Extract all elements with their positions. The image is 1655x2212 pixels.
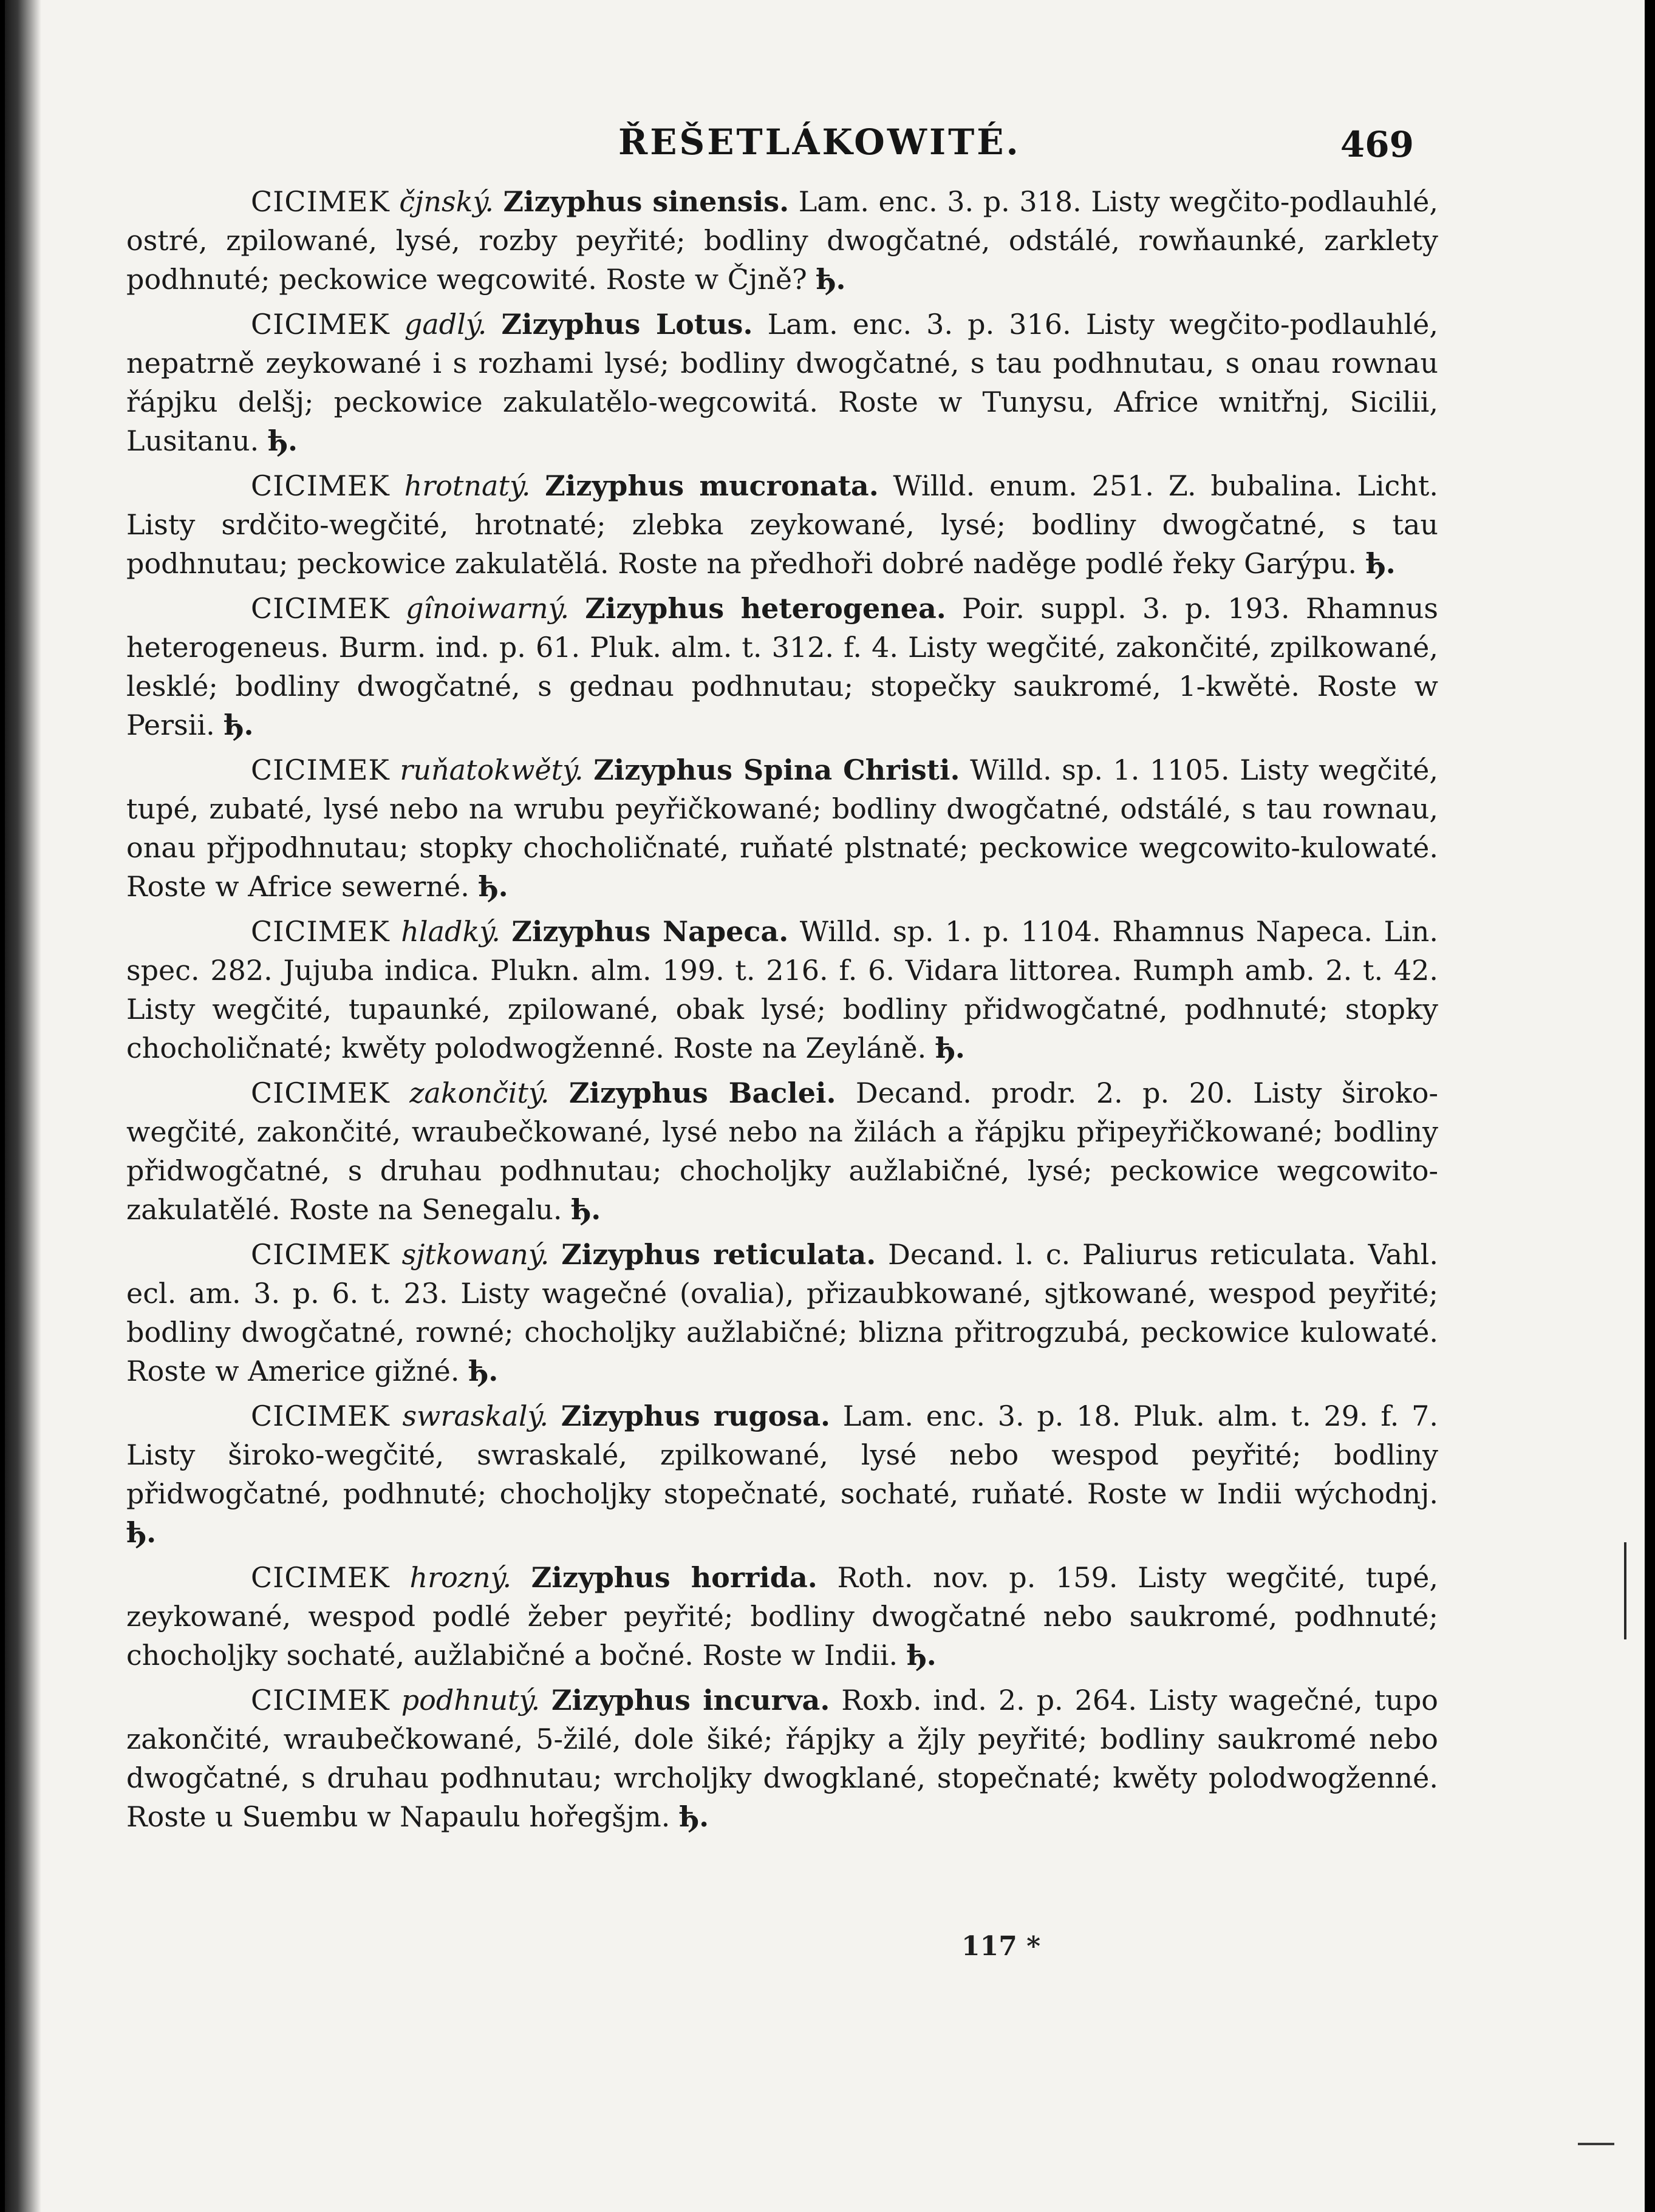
shrub-symbol: ђ. (935, 1032, 965, 1064)
shrub-symbol: ђ. (468, 1355, 499, 1387)
genus-name: CICIMEK (251, 185, 390, 218)
shrub-symbol: ђ. (126, 1516, 157, 1549)
species-entry (126, 589, 1438, 744)
genus-name: CICIMEK (251, 1561, 390, 1594)
genus-name: CICIMEK (251, 1684, 390, 1717)
entry-text: Roxb. ind. 2. p. 264. Listy wagečné, tupo zakončité, wraubečkowané, 5-žilé, dole šiké; řápjky a žjly peyřité; bodliny saukromé nebo dwogčatné, s druhau podhnutau; wrcholjky dwogklané, stopečnaté; kwěty polodwogženné. Roste u Suembu w Napaulu hořegšjm. (126, 1684, 1438, 1833)
latin-name: Zizyphus Lotus. (501, 308, 753, 341)
czech-epithet: gadlý. (404, 308, 487, 341)
entry-text: Willd. enum. 251. Z. bubalina. Licht. Listy srdčito-wegčité, hrotnaté; zlebka zeykowané, lysé; bodliny dwogčatné, s tau podhnutau; peckowice zakulatělá. Roste na předhoři dobré naděge podlé řeky Garýpu. (126, 469, 1439, 580)
species-entry (126, 1681, 1438, 1836)
shrub-symbol: ђ. (679, 1800, 709, 1833)
latin-name: Zizyphus heterogenea. (585, 592, 946, 625)
species-entry (126, 466, 1438, 583)
page-number: 469 (1340, 124, 1414, 165)
genus-name: CICIMEK (251, 1238, 390, 1271)
species-entry (126, 1074, 1438, 1229)
latin-name: Zizyphus Spina Christi. (593, 754, 960, 786)
entry-text: Lam. enc. 3. p. 318. Listy wegčito-podlauhlé, ostré, zpilowané, lysé, rozby peyřité; bodliny dwogčatné, odstálé, rowňaunké, zarklety podhnuté; peckowice wegcowité. Roste w Čjně? (126, 185, 1439, 296)
latin-name: Zizyphus reticulata. (561, 1238, 876, 1271)
entry-text: Decand. l. c. Paliurus reticulata. Vahl. ecl. am. 3. p. 6. t. 23. Listy wagečné (ovalia), přizaubkowané, sjtkowané, wespod peyřité; bodliny dwogčatné, rowné; chocholjky aužlabičné; blizna přitrogzubá, peckowice kulowaté. Roste w Americe gižné. (126, 1238, 1439, 1387)
genus-name: CICIMEK (251, 915, 390, 948)
scanned-page (5, 0, 1645, 2212)
entry-text: Poir. suppl. 3. p. 193. Rhamnus heterogeneus. Burm. ind. p. 61. Pluk. alm. t. 312. f. 4. Listy wegčité, zakončité, zpilkowané, lesklé; bodliny dwogčatné, s gednau podhnutau; stopečky saukromé, 1-kwětė. Roste w Persii. (126, 592, 1438, 741)
entry-text: Lam. enc. 3. p. 316. Listy wegčito-podlauhlé, nepatrně zeykowané i s rozhami lysé; bodliny dwogčatné, s tau podhnutau, s onau rownau řápjku delšj; peckowice zakulatělo-wegcowitá. Roste w Tunysu, Africe wnitřnj, Sicilii, Lusitanu. (126, 308, 1439, 457)
species-entry (126, 1397, 1438, 1552)
shrub-symbol: ђ. (571, 1193, 601, 1226)
shrub-symbol: ђ. (816, 263, 846, 296)
genus-name: CICIMEK (251, 1400, 390, 1432)
entry-text: Willd. sp. 1. 1105. Listy wegčité, tupé, zubaté, lysé nebo na wrubu peyřičkowané; bodliny dwogčatné, odstálé, s tau rownau, onau přjpodhnutau; stopky chocholičnaté, ruňaté plstnaté; peckowice wegcowito-kulowaté. Roste w Africe sewerné. (126, 754, 1438, 903)
czech-epithet: hladký. (401, 915, 500, 948)
binding-shadow (5, 0, 41, 2212)
shrub-symbol: ђ. (906, 1639, 937, 1672)
shrub-symbol: ђ. (1365, 547, 1396, 580)
latin-name: Zizyphus Baclei. (568, 1077, 836, 1109)
scan-edge-mark (1624, 1542, 1626, 1639)
czech-epithet: podhnutý. (401, 1684, 541, 1717)
species-entry (126, 1558, 1438, 1675)
genus-name: CICIMEK (251, 469, 390, 502)
entry-text: Decand. prodr. 2. p. 20. Listy široko-wegčité, zakončité, wraubečkowané, lysé nebo na žilách a řápjku připeyřičkowané; bodliny přidwogčatné, s druhau podhnutau; chocholjky aužlabičné, lysé; peckowice wegcowito-zakulatělé. Roste na Senegalu. (126, 1077, 1438, 1226)
czech-epithet: hrotnatý. (404, 469, 531, 502)
scan-corner-mark (1578, 2143, 1614, 2145)
latin-name: Zizyphus horrida. (531, 1561, 817, 1594)
latin-name: Zizyphus rugosa. (561, 1400, 831, 1432)
genus-name: CICIMEK (251, 592, 390, 625)
species-entry (126, 182, 1438, 299)
entry-text: Roth. nov. p. 159. Listy wegčité, tupé, zeykowané, wespod podlé žeber peyřité; bodliny dwogčatné nebo saukromé, podhnuté; chocholjky sochaté, aužlabičné a bočné. Roste w Indii. (126, 1561, 1439, 1672)
species-entry (126, 1235, 1438, 1390)
genus-name: CICIMEK (251, 754, 390, 786)
shrub-symbol: ђ. (478, 870, 508, 903)
species-entry (126, 912, 1438, 1067)
czech-epithet: swraskalý. (402, 1400, 549, 1432)
genus-name: CICIMEK (251, 308, 390, 341)
czech-epithet: hrozný. (409, 1561, 512, 1594)
czech-epithet: sjtkowaný. (401, 1238, 550, 1271)
species-entry (126, 750, 1438, 906)
signature-mark: 117 * (961, 1931, 1041, 1962)
running-title: ŘEŠETLÁKOWITÉ. (618, 121, 1021, 163)
running-head (5, 121, 1645, 170)
latin-name: Zizyphus Napeca. (511, 915, 789, 948)
entry-text: Willd. sp. 1. p. 1104. Rhamnus Napeca. Lin. spec. 282. Jujuba indica. Plukn. alm. 199. t. 216. f. 6. Vidara littorea. Rumph amb. 2. t. 42. Listy wegčité, tupaunké, zpilowané, obak lysé; bodliny přidwogčatné, podhnuté; stopky chocholičnaté; kwěty polodwogženné. Roste na Zeyláně. (126, 915, 1439, 1064)
latin-name: Zizyphus mucronata. (545, 469, 879, 502)
entry-text: Lam. enc. 3. p. 18. Pluk. alm. t. 29. f. 7. Listy široko-wegčité, swraskalé, zpilkowané, lysé nebo wespod peyřité; bodliny přidwogčatné, podhnuté; chocholjky stopečnaté, sochaté, ruňaté. Roste w Indii wýchodnj. (126, 1400, 1439, 1510)
czech-epithet: gînoiwarný. (405, 592, 570, 625)
shrub-symbol: ђ. (267, 424, 298, 457)
czech-epithet: zakončitý. (409, 1077, 550, 1109)
text-block (126, 182, 1438, 1842)
latin-name: Zizyphus sinensis. (503, 185, 790, 218)
latin-name: Zizyphus incurva. (551, 1684, 830, 1717)
genus-name: CICIMEK (251, 1077, 390, 1109)
czech-epithet: ruňatokwětý. (400, 754, 584, 786)
species-entry (126, 305, 1438, 460)
czech-epithet: čjnský. (399, 185, 494, 218)
shrub-symbol: ђ. (224, 709, 254, 741)
